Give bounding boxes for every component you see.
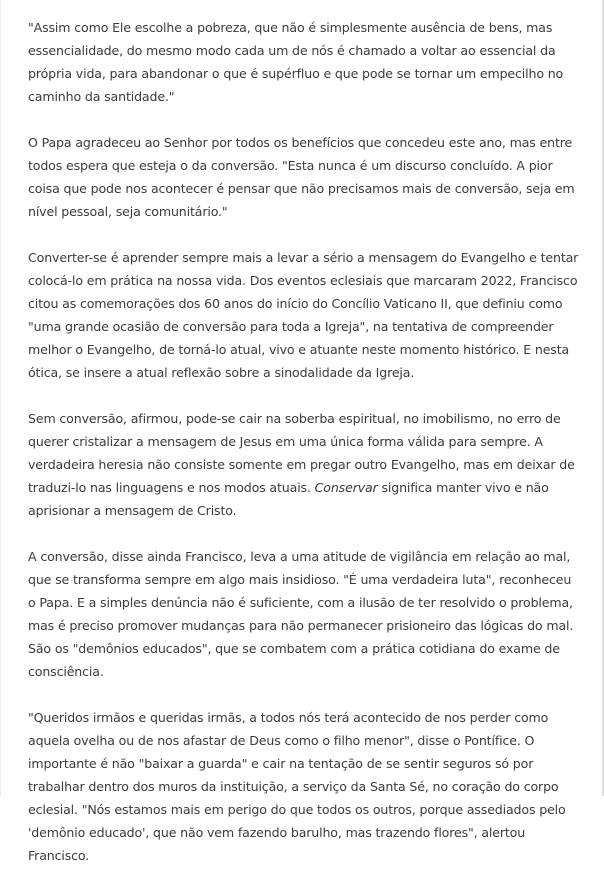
paragraph-poverty-quote: "Assim como Ele escolhe a pobreza, que não é simplesmente ausência de bens, mas essencialidade, do mesmo modo cada um de nós é chamado a voltar ao essencial da própria vida, para abandonar o que é supérfluo e que pode se tornar um empecilho no caminho da santidade." [28,20,564,104]
emphasis-conservar: Conservar [314,480,378,495]
article-body [28,16,580,890]
page-left-border [0,0,1,796]
paragraph-spiritual-pride [28,407,580,522]
paragraph-vigilance: A conversão, disse ainda Francisco, leva a uma atitude de vigilância em relação ao mal, que se transforma sempre em algo mais insidioso. "É uma verdadeira luta", reconheceu o Papa. E a simples denúncia não é suficiente, com a ilusão de ter resolvido o problema, mas é preciso promover mudanças para não permanecer prisioneiro das lógicas do mal. São os "demônios educados", que se combatem com a prática cotidiana do exame de consciência. [28,549,574,679]
paragraph-converting-gospel: Converter-se é aprender sempre mais a levar a sério a mensagem do Evangelho e tentar colocá-lo em prática na nossa vida. Dos eventos eclesiais que marcaram 2022, Francisco citou as comemorações dos 60 anos do início do Concílio Vaticano II, que definiu como "uma grande ocasião de conversão para toda a Igreja", na tentativa de compreender melhor o Evangelho, de torná-lo atual, vivo e atuante neste momento histórico. E nesta ótica, se insere a atual reflexão sobre a sinodalidade da Igreja. [28,250,579,380]
paragraph-spiritual-pride-tail: significa manter vivo e não aprisionar a mensagem de Cristo. [28,480,549,518]
paragraph-spiritual-pride-text: Sem conversão, afirmou, pode-se cair na soberba espiritual, no imobilismo, no erro de querer cristalizar a mensagem de Jesus em uma única forma válida para sempre. A verdadeira heresia não consiste somente em pregar outro Evangelho, mas em deixar de traduzi-lo nas linguagens e nos modos atuais. [28,411,575,495]
paragraph-conversion-thanks: O Papa agradeceu ao Senhor por todos os benefícios que concedeu este ano, mas entre todos espera que esteja o da conversão. "Esta nunca é um discurso concluído. A pior coisa que pode nos acontecer é pensar que não precisamos mais de conversão, seja em nível pessoal, seja comunitário." [28,135,575,219]
paragraph-lost-sheep: "Queridos irmãos e queridas irmãs, a todos nós terá acontecido de nos perder como aquela ovelha ou de nos afastar de Deus como o filho menor", disse o Pontífice. O importante é não "baixar a guarda" e cair na tentação de se sentir seguros só por trabalhar dentro dos muros da instituição, a serviço da Santa Sé, no coração do corpo eclesial. "Nós estamos mais em perigo do que todos os outros, porque assediados pelo 'demônio educado', que não vem fazendo barulho, mas trazendo flores", alertou Francisco. [28,710,566,863]
